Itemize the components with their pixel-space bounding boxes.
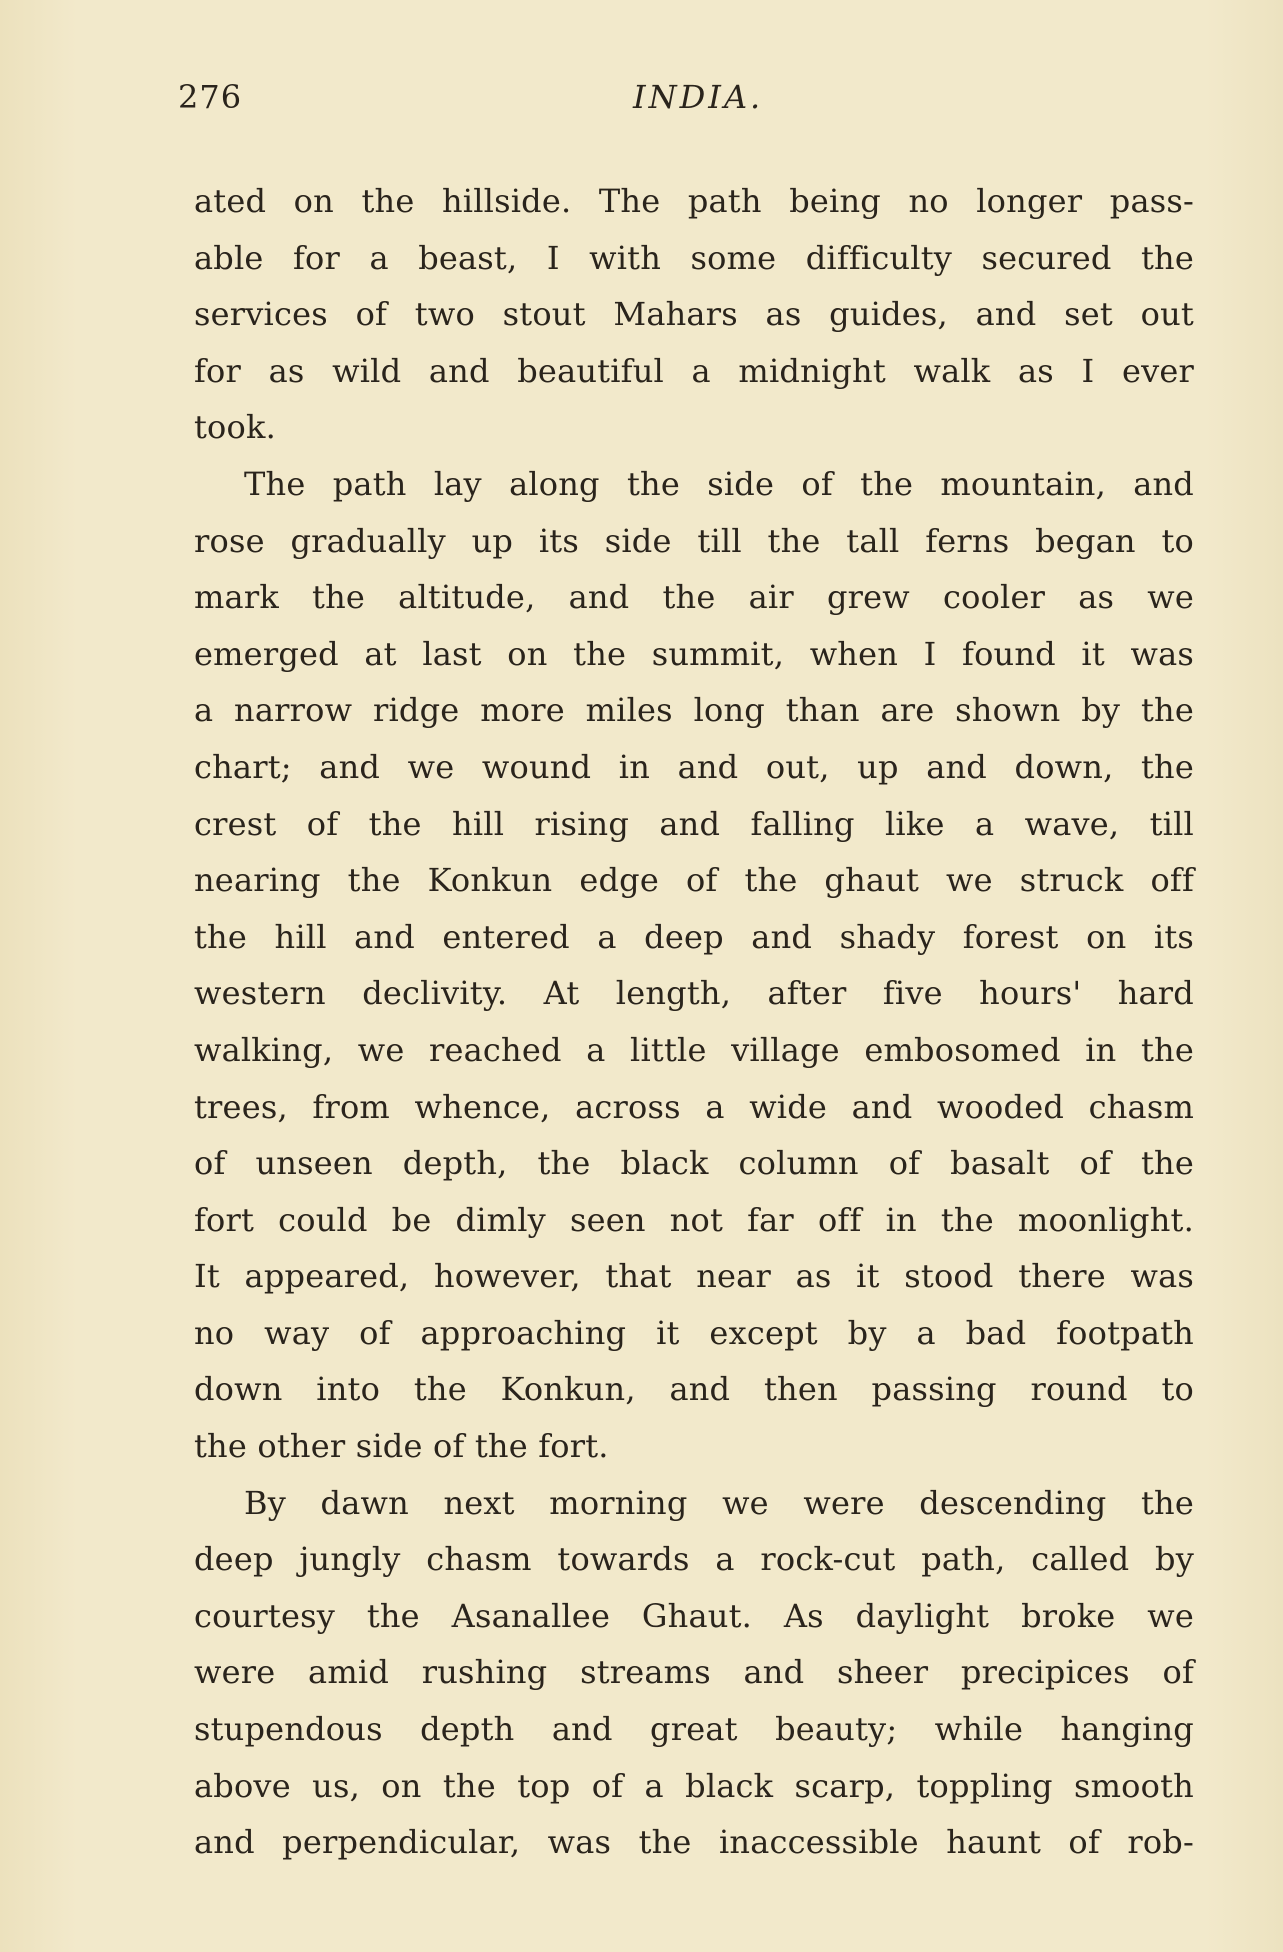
running-title: INDIA. <box>633 78 764 116</box>
text-line: fort could be dimly seen not far off in the moonlight. <box>194 1200 1194 1239</box>
text-line: ated on the hillside. The path being no longer pass- <box>194 182 1194 220</box>
page-number: 276 <box>178 78 243 116</box>
text-line: walking, we reached a little village embosomed in the <box>194 1030 1194 1069</box>
text-line: nearing the Konkun edge of the ghaut we struck off <box>194 861 1194 900</box>
text-line: western declivity. At length, after five hours' hard <box>194 974 1194 1013</box>
text-line: were amid rushing streams and sheer precipices of <box>194 1653 1194 1692</box>
text-line: It appeared, however, that near as it stood there was <box>194 1257 1194 1296</box>
text-line: and perpendicular, was the inaccessible haunt of rob- <box>194 1823 1194 1862</box>
paragraph <box>194 173 1194 456</box>
text-line: stupendous depth and great beauty; while hanging <box>194 1710 1194 1749</box>
text-line: services of two stout Mahars as guides, and set out <box>194 295 1194 334</box>
text-line: the other side of the fort. <box>194 1427 609 1466</box>
text-line: By dawn next morning we were descending the <box>244 1483 1194 1522</box>
text-line: emerged at last on the summit, when I found it was <box>194 634 1194 673</box>
text-line: trees, from whence, across a wide and wooded chasm <box>194 1087 1194 1126</box>
text-line: of unseen depth, the black column of basalt of the <box>194 1144 1194 1183</box>
text-line: took. <box>194 408 276 447</box>
text-line: deep jungly chasm towards a rock-cut path, called by <box>194 1540 1194 1579</box>
paragraph <box>194 1475 1194 1871</box>
running-head <box>178 78 1198 128</box>
text-line: above us, on the top of a black scarp, toppling smooth <box>194 1766 1194 1805</box>
text-line: the hill and entered a deep and shady forest on its <box>194 917 1194 956</box>
text-line: courtesy the Asanallee Ghaut. As daylight broke we <box>194 1596 1194 1635</box>
body-text <box>194 173 1194 1871</box>
text-line: chart; and we wound in and out, up and down, the <box>194 747 1194 786</box>
text-line: crest of the hill rising and falling like a wave, till <box>194 804 1194 843</box>
text-line: mark the altitude, and the air grew cooler as we <box>194 578 1194 617</box>
text-line: The path lay along the side of the mountain, and <box>244 464 1194 503</box>
text-line: for as wild and beautiful a midnight walk as I ever <box>194 351 1194 390</box>
text-line: no way of approaching it except by a bad footpath <box>194 1313 1194 1352</box>
text-line: a narrow ridge more miles long than are shown by the <box>194 691 1194 730</box>
paragraph <box>194 456 1194 1475</box>
text-line: able for a beast, I with some difficulty secured the <box>194 238 1194 277</box>
text-line: rose gradually up its side till the tall ferns began to <box>194 521 1194 560</box>
text-line: down into the Konkun, and then passing round to <box>194 1370 1194 1409</box>
